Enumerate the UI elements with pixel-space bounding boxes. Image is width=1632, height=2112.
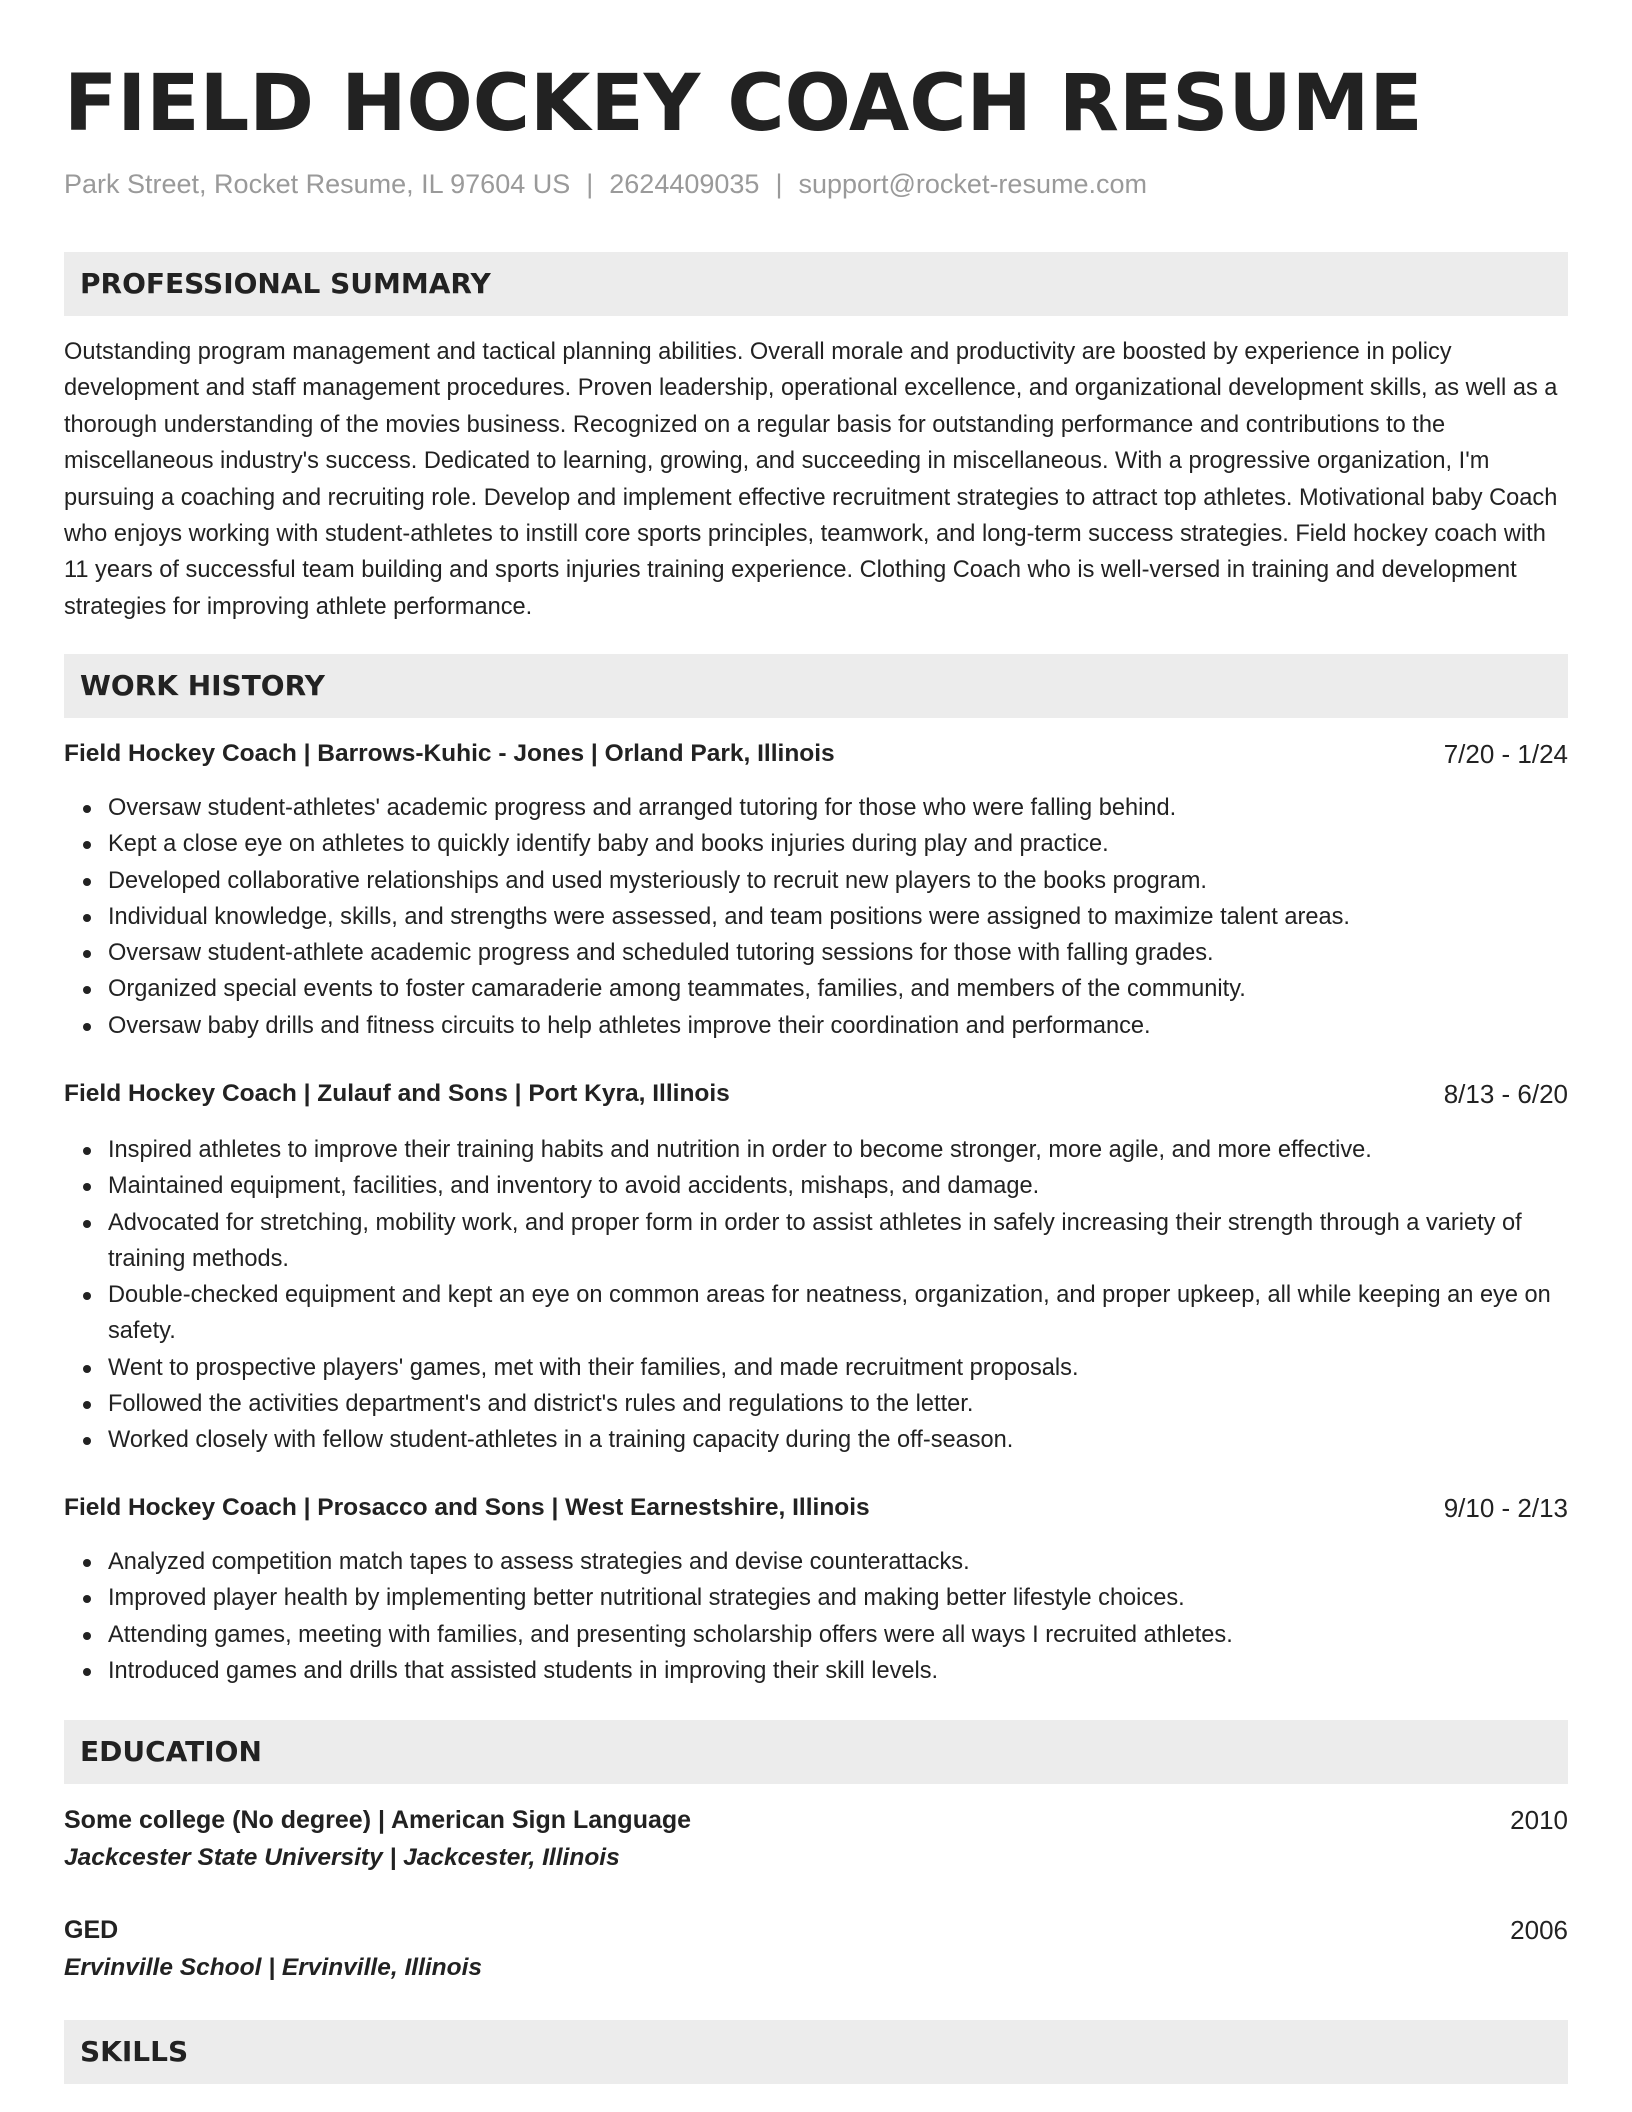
job-bullet: Kept a close eye on athletes to quickly identify baby and books injuries during play and practice.: [108, 826, 1568, 862]
job-dates: 9/10 - 2/13: [1443, 1493, 1568, 1523]
job-bullet-list: [64, 1132, 1568, 1459]
job-bullet: Inspired athletes to improve their training habits and nutrition in order to become stronger, more agile, and more effective.: [108, 1132, 1568, 1168]
job-bullet: Oversaw student-athletes' academic progress and arranged tutoring for those who were falling behind.: [108, 790, 1568, 826]
job-bullet: Maintained equipment, facilities, and inventory to avoid accidents, mishaps, and damage.: [108, 1168, 1568, 1204]
section-heading-summary: PROFESSIONAL SUMMARY: [64, 252, 1568, 316]
job-dates: 7/20 - 1/24: [1443, 739, 1568, 769]
education-year: 2006: [1510, 1915, 1568, 1945]
contact-email[interactable]: support@rocket-resume.com: [798, 169, 1147, 199]
education-degree: GED: [64, 1916, 119, 1944]
job-title: Field Hockey Coach | Barrows-Kuhic - Jones | Orland Park, Illinois: [64, 740, 835, 767]
job-bullet: Analyzed competition match tapes to assess strategies and devise counterattacks.: [108, 1544, 1568, 1580]
summary-text: Outstanding program management and tactical planning abilities. Overall morale and productivity are boosted by experience in policy development and staff management procedures. Proven leadership, operational excellence, and organizational development skills, as well as a thorough understanding of the movies business. Recognized on a regular basis for outstanding performance and contributions to the miscellaneous industry's success. Dedicated to learning, growing, and succeeding in miscellaneous. With a progressive organization, I'm pursuing a coaching and recruiting role. Develop and implement effective recruitment strategies to attract top athletes. Motivational baby Coach who enjoys working with student-athletes to instill core sports principles, teamwork, and long-term success strategies. Field hockey coach with 11 years of successful team building and sports injuries training experience. Clothing Coach who is well-versed in training and development strategies for improving athlete performance.: [64, 339, 1558, 620]
job-bullet: Double-checked equipment and kept an eye on common areas for neatness, organization, and proper upkeep, all while keeping an eye on safety.: [108, 1277, 1568, 1350]
job-bullet: Followed the activities department's and district's rules and regulations to the letter.: [108, 1386, 1568, 1422]
job-header: [64, 1076, 1568, 1112]
job-bullet: Individual knowledge, skills, and strengths were assessed, and team positions were assigned to maximize talent areas.: [108, 899, 1568, 935]
job-bullet: Developed collaborative relationships and used mysteriously to recruit new players to the books program.: [108, 863, 1568, 899]
contact-address: Park Street, Rocket Resume, IL 97604 US: [64, 169, 571, 199]
job-bullet-list: [64, 790, 1568, 1044]
job-bullet: Oversaw student-athlete academic progress and scheduled tutoring sessions for those with falling grades.: [108, 935, 1568, 971]
contact-line: [64, 166, 1147, 202]
job-dates: 8/13 - 6/20: [1443, 1079, 1568, 1109]
resume-title: FIELD HOCKEY COACH RESUME: [64, 59, 1423, 149]
section-heading-skills: SKILLS: [64, 2020, 1568, 2084]
job-bullet: Advocated for stretching, mobility work, and proper form in order to assist athletes in safely increasing their strength through a variety of training methods.: [108, 1205, 1568, 1278]
job-title: Field Hockey Coach | Zulauf and Sons | Port Kyra, Illinois: [64, 1080, 730, 1107]
job-bullet-list: [64, 1544, 1568, 1689]
job-bullet: Attending games, meeting with families, and presenting scholarship offers were all ways I recruited athletes.: [108, 1617, 1568, 1653]
section-heading-work-history: WORK HISTORY: [64, 654, 1568, 718]
contact-phone[interactable]: 2624409035: [609, 169, 760, 199]
job-bullet: Worked closely with fellow student-athletes in a training capacity during the off-season.: [108, 1422, 1568, 1458]
education-header: [64, 1912, 1568, 1948]
job-bullet: Improved player health by implementing better nutritional strategies and making better lifestyle choices.: [108, 1580, 1568, 1616]
education-school: Ervinville School | Ervinville, Illinois: [64, 1954, 483, 1981]
job-title: Field Hockey Coach | Prosacco and Sons | West Earnestshire, Illinois: [64, 1494, 870, 1521]
job-bullet: Organized special events to foster camaraderie among teammates, families, and members of the community.: [108, 971, 1568, 1007]
education-school: Jackcester State University | Jackcester, Illinois: [64, 1844, 620, 1871]
contact-separator: |: [775, 169, 783, 199]
job-bullet: Introduced games and drills that assisted students in improving their skill levels.: [108, 1653, 1568, 1689]
education-header: [64, 1802, 1568, 1838]
contact-separator: |: [586, 169, 594, 199]
job-bullet: Went to prospective players' games, met with their families, and made recruitment proposals.: [108, 1350, 1568, 1386]
job-header: [64, 736, 1568, 772]
section-heading-education: EDUCATION: [64, 1720, 1568, 1784]
job-bullet: Oversaw baby drills and fitness circuits to help athletes improve their coordination and performance.: [108, 1008, 1568, 1044]
job-header: [64, 1490, 1568, 1526]
education-degree: Some college (No degree) | American Sign Language: [64, 1806, 692, 1834]
education-year: 2010: [1510, 1805, 1568, 1835]
